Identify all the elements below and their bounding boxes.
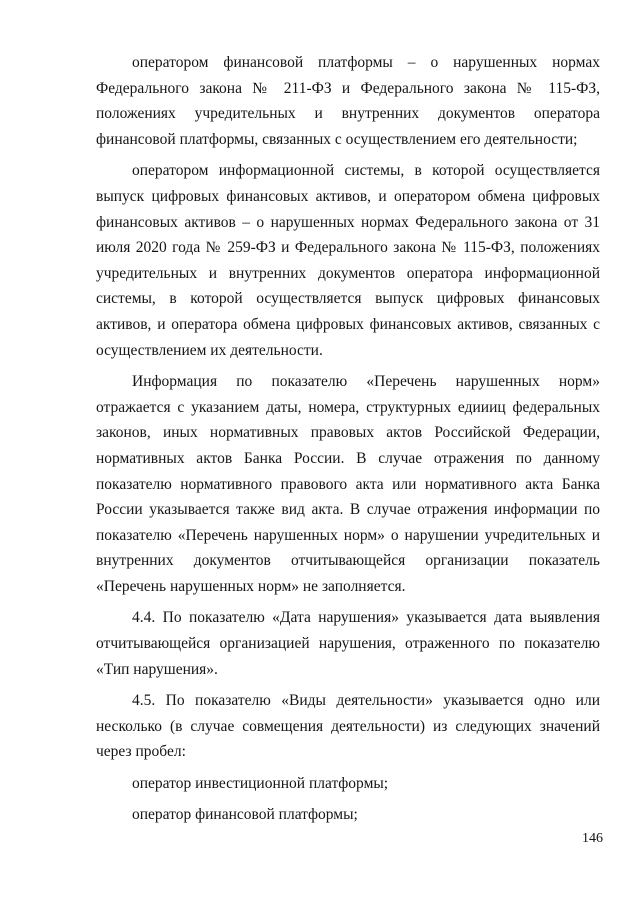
paragraph-financial-platform-operator: оператором финансовой платформы – о нарушенных нормах Федерального закона № 211-ФЗ и Федерального закона № 115-ФЗ, положениях учредительных и внутренних документов оператора финансовой платформы, связанных с осуществлением его деятельности; [96, 54, 600, 148]
paragraph-4-5: 4.5. По показателю «Виды деятельности» указывается одно или несколько (в случае совмещения деятельности) из следующих значений через пробел: [96, 692, 600, 761]
list-item-investment-platform-operator: оператор инвестиционной платформы; [132, 775, 389, 793]
document-body [96, 50, 600, 832]
paragraph-information-system-operator: оператором информационной системы, в которой осуществляется выпуск цифровых финансовых активов, и оператором обмена цифровых финансовых активов – о нарушенных нормах Федерального закона от 31 июля 2020 года № 259-ФЗ и Федерального закона № 115-ФЗ, положениях учредительных и внутренних документов оператора информационной системы, в которой осуществляется выпуск цифровых финансовых активов, и оператора обмена цифровых финансовых активов, связанных с осуществлением их деятельности. [96, 162, 600, 359]
paragraph-violated-norms-info: Информация по показателю «Перечень нарушенных норм» отражается с указанием даты, номера, структурных едиииц федеральных законов, иных нормативных правовых актов Российской Федерации, нормативных актов Банка России. В случае отражения по данному показателю нормативного правового акта или нормативного акта Банка России указывается также вид акта. В случае отражения информации по показателю «Перечень нарушенных норм» о нарушении учредительных и внутренних документов отчитывающейся организации показатель «Перечень нарушенных норм» не заполняется. [96, 373, 600, 595]
paragraph-4-4: 4.4. По показателю «Дата нарушения» указывается дата выявления отчитывающейся организацией нарушения, отраженного по показателю «Тип нарушения». [96, 609, 600, 678]
list-item-financial-platform-operator: оператор финансовой платформы; [132, 805, 358, 823]
page-number: 146 [582, 831, 603, 846]
